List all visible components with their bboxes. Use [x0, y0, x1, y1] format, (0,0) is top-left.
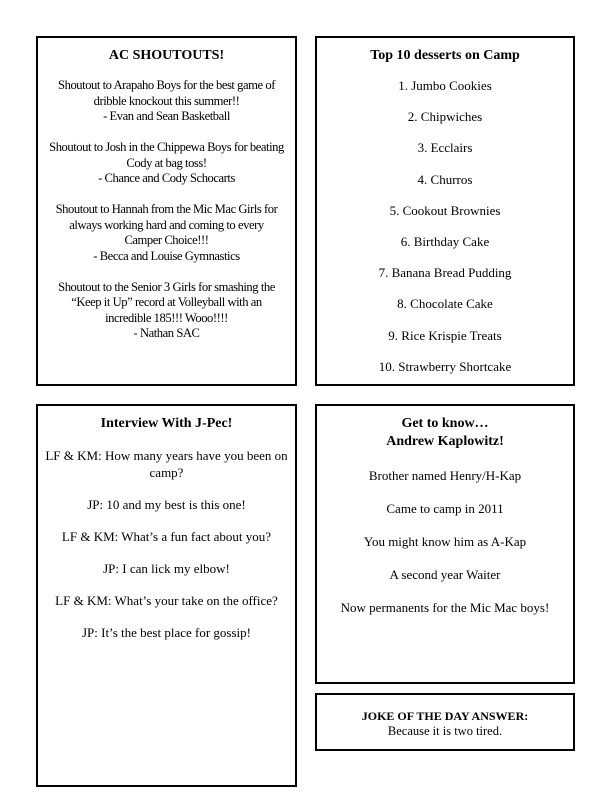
get-to-know-title-line: Get to know… — [401, 416, 489, 431]
shoutout-line: dribble knockout this summer!! — [93, 93, 240, 108]
interview-question: LF & KM: How many years have you been on camp? — [45, 448, 288, 480]
shoutout-line: incredible 185!!! Wooo!!!! — [105, 310, 228, 325]
shoutout-item — [38, 140, 295, 187]
joke-answer: Because it is two tired. — [387, 724, 503, 738]
joke-box — [315, 693, 575, 751]
desserts-list — [317, 77, 573, 375]
desserts-box — [315, 36, 575, 386]
shoutout-signature: - Nathan SAC — [133, 326, 200, 340]
shoutouts-title: AC SHOUTOUTS! — [108, 48, 225, 63]
shoutout-line: always working hard and coming to every — [69, 217, 264, 232]
interview-title: Interview With J-Pec! — [100, 416, 233, 431]
shoutout-item — [38, 78, 295, 125]
dessert-item: 4. Churros — [417, 171, 473, 187]
dessert-item: 5. Cookout Brownies — [389, 202, 501, 218]
get-to-know-name: Andrew Kaplowitz! — [386, 434, 504, 449]
shoutout-line: Shoutout to Josh in the Chippewa Boys for beating — [49, 140, 284, 154]
get-to-know-title — [317, 415, 573, 451]
shoutout-line: Cody at bag toss! — [126, 155, 207, 170]
dessert-item: 2. Chipwiches — [407, 109, 483, 125]
dessert-item: 6. Birthday Cake — [400, 233, 490, 249]
dessert-item: 7. Banana Bread Pudding — [378, 265, 512, 281]
dessert-item: 9. Rice Krispie Treats — [388, 327, 502, 343]
shoutout-line: Camper Choice!!! — [124, 233, 209, 247]
get-to-know-facts — [317, 467, 573, 616]
shoutouts-list — [38, 78, 295, 342]
dessert-item: 8. Chocolate Cake — [397, 296, 493, 312]
fact-item: You might know him as A-Kap — [363, 534, 527, 549]
dessert-item: 3. Ecclairs — [417, 140, 473, 156]
shoutout-item — [38, 202, 295, 264]
interview-answer: JP: I can lick my elbow! — [103, 561, 230, 576]
interview-answer: JP: It’s the best place for gossip! — [82, 625, 251, 640]
joke-title: JOKE OF THE DAY ANSWER: — [361, 709, 529, 723]
fact-item: Brother named Henry/H-Kap — [368, 468, 522, 483]
interview-box — [36, 404, 297, 787]
interview-list — [38, 447, 295, 641]
interview-answer: JP: 10 and my best is this one! — [87, 497, 246, 512]
shoutout-signature: - Chance and Cody Schocarts — [98, 171, 235, 185]
shoutout-line: Shoutout to Arapaho Boys for the best game of — [58, 78, 275, 92]
fact-item: A second year Waiter — [389, 567, 501, 582]
shoutout-line: Shoutout to Hannah from the Mic Mac Girls for — [55, 202, 278, 216]
fact-item: Now permanents for the Mic Mac boys! — [340, 600, 550, 615]
desserts-title: Top 10 desserts on Camp — [370, 48, 520, 63]
fact-item: Came to camp in 2011 — [386, 501, 504, 516]
shoutout-line: Shoutout to the Senior 3 Girls for smashing the — [58, 279, 275, 294]
shoutout-signature: - Becca and Louise Gymnastics — [93, 248, 240, 263]
get-to-know-box — [315, 404, 575, 684]
interview-question: LF & KM: What’s your take on the office? — [55, 593, 278, 608]
interview-question: LF & KM: What’s a fun fact about you? — [61, 529, 272, 544]
dessert-item: 10. Strawberry Shortcake — [378, 358, 512, 374]
dessert-item: 1. Jumbo Cookies — [398, 78, 492, 93]
shoutout-item — [38, 280, 295, 342]
shoutouts-box — [36, 36, 297, 386]
shoutout-signature: - Evan and Sean Basketball — [103, 109, 230, 123]
shoutout-line: “Keep it Up” record at Volleyball with an — [71, 295, 262, 309]
